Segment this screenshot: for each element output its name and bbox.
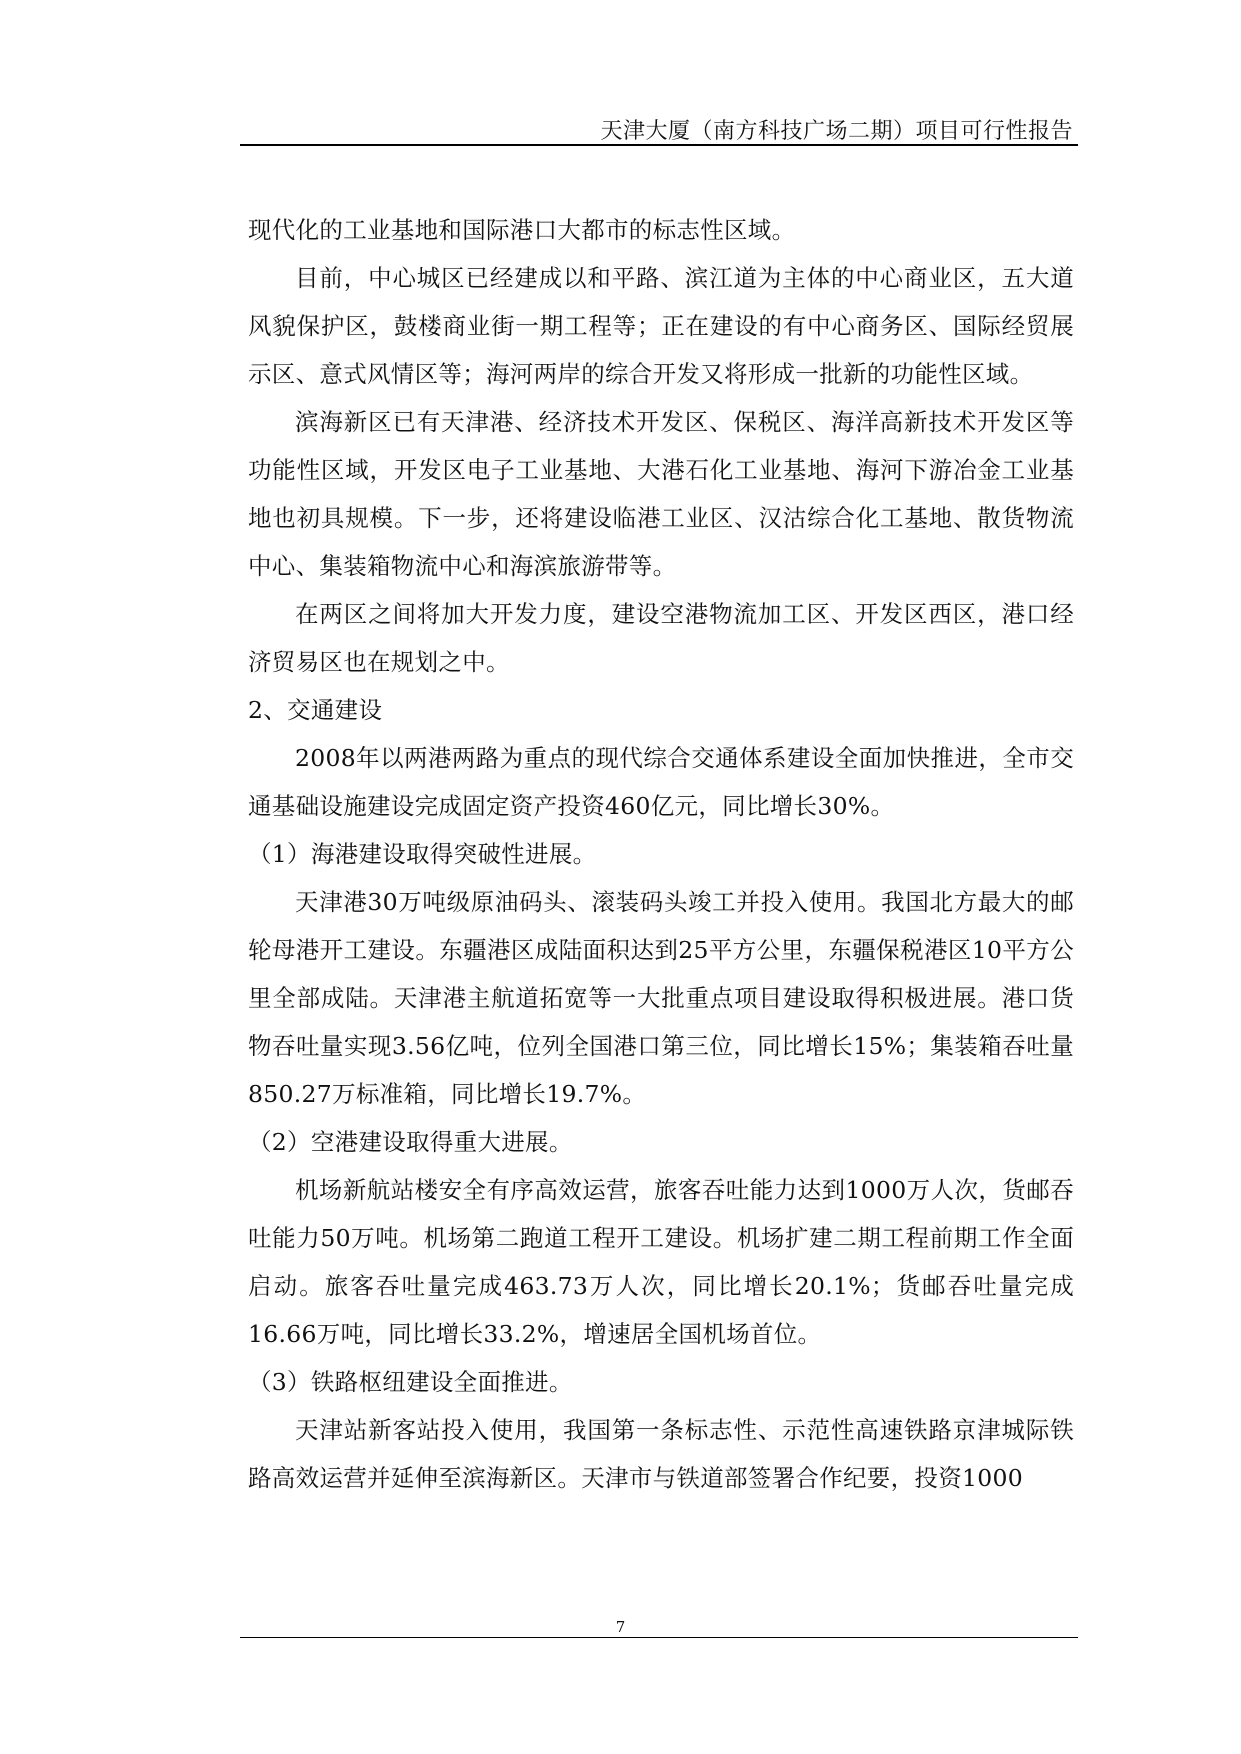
paragraph: 2008年以两港两路为重点的现代综合交通体系建设全面加快推进，全市交通基础设施建设完成固定资产投资460亿元，同比增长30%。 xyxy=(248,744,1074,820)
paragraph: 在两区之间将加大开发力度，建设空港物流加工区、开发区西区，港口经济贸易区也在规划之中。 xyxy=(248,600,1074,676)
page-number: 7 xyxy=(615,1618,626,1636)
document-body xyxy=(248,206,1074,1502)
running-header-title: 天津大厦（南方科技广场二期）项目可行性报告 xyxy=(600,119,1073,144)
footer-divider xyxy=(240,1637,1078,1638)
paragraph: 现代化的工业基地和国际港口大都市的标志性区域。 xyxy=(248,216,796,244)
paragraph: 滨海新区已有天津港、经济技术开发区、保税区、海洋高新技术开发区等功能性区域，开发区电子工业基地、大港石化工业基地、海河下游冶金工业基地也初具规模。下一步，还将建设临港工业区、汉沽综合化工基地、散货物流中心、集装箱物流中心和海滨旅游带等。 xyxy=(248,408,1074,580)
header-divider xyxy=(240,144,1078,146)
paragraph: 机场新航站楼安全有序高效运营，旅客吞吐能力达到1000万人次，货邮吞吐能力50万吨。机场第二跑道工程开工建设。机场扩建二期工程前期工作全面启动。旅客吞吐量完成463.73万人次，同比增长20.1%；货邮吞吐量完成16.66万吨，同比增长33.2%，增速居全国机场首位。 xyxy=(248,1176,1074,1348)
paragraph: 天津港30万吨级原油码头、滚装码头竣工并投入使用。我国北方最大的邮轮母港开工建设。东疆港区成陆面积达到25平方公里，东疆保税港区10平方公里全部成陆。天津港主航道拓宽等一大批重点项目建设取得积极进展。港口货物吞吐量实现3.56亿吨，位列全国港口第三位，同比增长15%；集装箱吞吐量850.27万标准箱，同比增长19.7%。 xyxy=(248,888,1074,1108)
section-heading: 2、交通建设 xyxy=(248,696,383,724)
subsection-heading: （3）铁路枢纽建设全面推进。 xyxy=(248,1368,573,1396)
subsection-heading: （2）空港建设取得重大进展。 xyxy=(248,1128,573,1156)
paragraph: 天津站新客站投入使用，我国第一条标志性、示范性高速铁路京津城际铁路高效运营并延伸至滨海新区。天津市与铁道部签署合作纪要，投资1000 xyxy=(248,1416,1074,1492)
subsection-heading: （1）海港建设取得突破性进展。 xyxy=(248,840,597,868)
paragraph: 目前，中心城区已经建成以和平路、滨江道为主体的中心商业区，五大道风貌保护区，鼓楼商业街一期工程等；正在建设的有中心商务区、国际经贸展示区、意式风情区等；海河两岸的综合开发又将形成一批新的功能性区域。 xyxy=(248,264,1074,388)
